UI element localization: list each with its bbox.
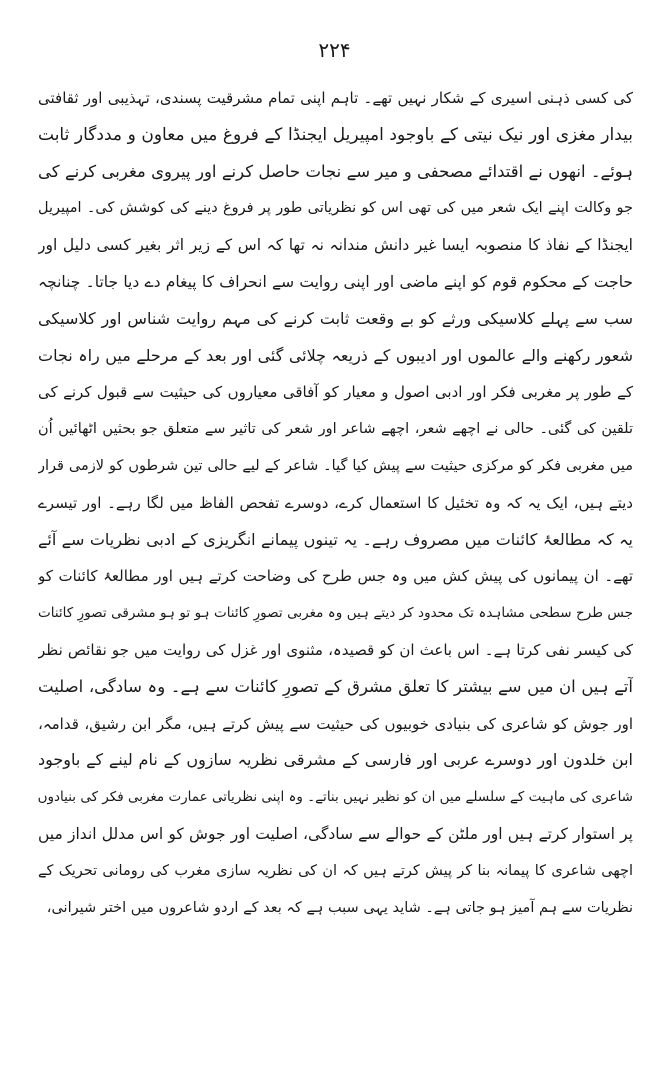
text-line: میں مغربی فکر کو مرکزی حیثیت سے پیش کیا گیا۔ شاعر کے لیے حالی تین شرطوں کو لازمی قرار: [38, 457, 633, 474]
text-line: کی کسی ذہنی اسیری کے شکار نہیں تھے۔ تاہم اپنی تمام مشرقیت پسندی، تہذیبی اور ثقافتی: [38, 89, 633, 107]
text-line: اچھی شاعری کا پیمانہ بنا کر پیش کرتے ہیں کہ ان کی نظریہ سازی مغرب کی رومانی تحریک کے: [38, 862, 633, 879]
text-line: ہوئے۔ انھوں نے اقتدائے مصحفی و میر سے نجات حاصل کرنے اور پیروی مغربی کرنے کی: [38, 161, 633, 181]
text-line: تلقین کی گئی۔ حالی نے اچھے شعر، اچھے شاعر اور شعر کی تاثیر سے متعلق جو بحثیں اٹھائیں اُن: [38, 421, 633, 438]
body-text: [38, 80, 633, 926]
text-line: بیدار مغزی اور نیک نیتی کے باوجود امپیریل ایجنڈا کے فروغ میں معاون و مددگار ثابت: [38, 124, 633, 145]
text-line: کے طور پر مغربی فکر اور ادبی اصول و معیار کو آفاقی معیاروں کی حیثیت سے قبول کرنے کی: [38, 383, 633, 402]
page-number: ۲۲۴: [318, 38, 351, 62]
text-line: شعور رکھنے والے عالموں اور ادیبوں کے ذریعہ چلائی گئی اور بعد کے مرحلے میں راہ نجات: [38, 345, 633, 365]
text-line: سب سے پہلے کلاسیکی ورثے کو بے وقعت ثابت کرنے کی مہم روایت شناس اور کلاسیکی: [38, 308, 633, 328]
text-line: ابن خلدون اور دوسرے عربی اور فارسی کے مشرقی نظریہ سازوں کے نام لینے کے باوجود: [38, 750, 633, 770]
text-line: نظریات سے ہم آمیز ہو جاتی ہے۔ شاید یہی سبب ہے کہ بعد کے اردو شاعروں میں اختر شیرانی،: [46, 899, 633, 916]
text-line: آتے ہیں ان میں سے بیشتر کا تعلق مشرق کے تصورِ کائنات سے ہے۔ وہ سادگی، اصلیت: [38, 676, 633, 696]
text-line: حاجت کے محکوم قوم کو اپنے ماضی اور اپنی روایت سے انحراف کا پیغام دے دیا جاتا۔ چنانچہ: [38, 272, 633, 291]
text-line: دیتے ہیں، ایک یہ کہ وہ تخئیل کا استعمال کرے، دوسرے تفحص الفاظ میں لگا رہے۔ اور تیسرے: [38, 493, 633, 512]
text-line: شاعری کی ماہیت کے سلسلے میں ان کو نظیر نہیں بناتے۔ وہ اپنی نظریاتی عمارت مغربی فکر کی بنیادوں: [38, 789, 633, 806]
text-line: تھے۔ ان پیمانوں کی پیش کش میں وہ جس طرح کی وضاحت کرتے ہیں اور مطالعۂ کائنات کو: [38, 567, 633, 586]
text-line: جس طرح سطحی مشاہدہ تک محدود کر دیتے ہیں وہ مغربی تصورِ کائنات ہو تو ہو مشرقی تصورِ کائنات: [38, 605, 633, 622]
text-line: یہ کہ مطالعۂ کائنات میں مصروف رہے۔ یہ تینوں پیمانے انگریزی کے ادبی نظریات سے آئے: [38, 529, 633, 549]
text-line: کی کیسر نفی کرتا ہے۔ اس باعث ان کو قصیدہ، مثنوی اور غزل کی روایت میں جو نقائص نظر: [38, 640, 633, 659]
text-line: اور جوش کو شاعری کی بنیادی خوبیوں کی حیثیت سے پیش کرتے ہیں، مگر ابن رشیق، قدامہ،: [38, 714, 633, 733]
text-line: پر استوار کرتے ہیں اور ملٹن کے حوالے سے سادگی، اصلیت اور جوش کو اس مدلل انداز میں: [38, 824, 633, 843]
text-line: جو وکالت اپنے ایک شعر میں کی تھی اس کو نظریاتی طور پر فروغ دینے کی کوشش کی۔ امپیریل: [38, 200, 633, 217]
text-line: ایجنڈا کے نفاذ کا منصوبہ ایسا غیر دانش مندانہ نہ تھا کہ اس کے زیر اثر بغیر کسی دلیل اور: [38, 236, 633, 255]
